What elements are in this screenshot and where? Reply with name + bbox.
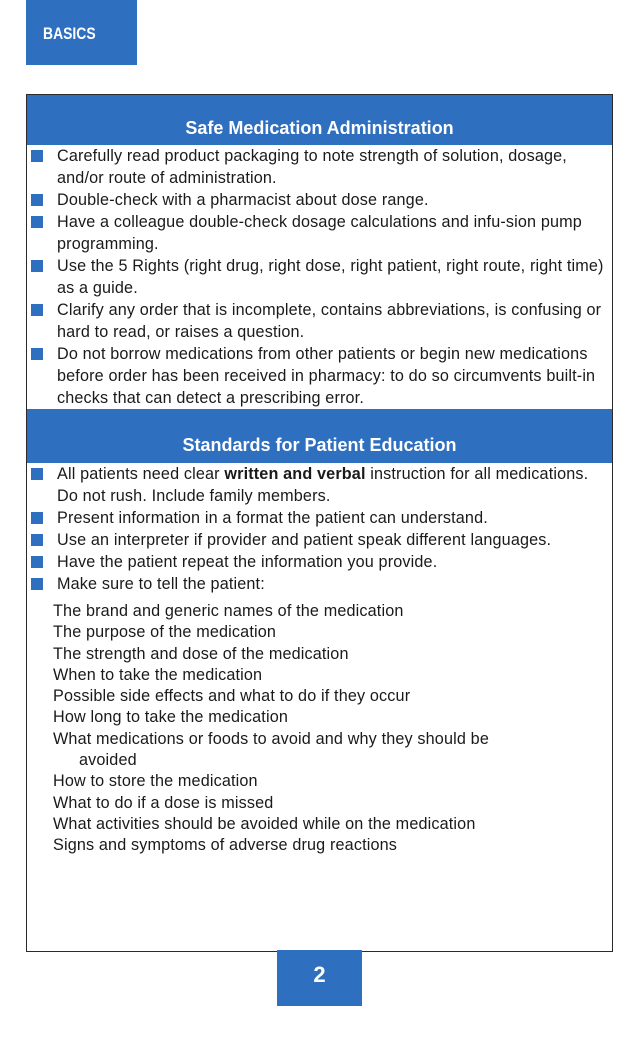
- patient-education-heading: Standards for Patient Education: [27, 409, 612, 463]
- list-item-text: Have the patient repeat the information you provide.: [57, 553, 438, 571]
- list-item-text: Present information in a format the patient can understand.: [57, 509, 488, 527]
- tell-list-item-continuation: avoided: [79, 751, 137, 770]
- list-item: [27, 507, 612, 529]
- tell-list-item: The brand and generic names of the medication: [53, 602, 404, 620]
- tell-list-item-text: What medications or foods to avoid and why they should be: [53, 729, 489, 748]
- square-bullet-icon: [31, 534, 43, 546]
- patient-tell-list: [27, 601, 612, 857]
- square-bullet-icon: [31, 468, 43, 480]
- emphasis-text: written and verbal: [224, 465, 366, 483]
- tell-list-item: Signs and symptoms of adverse drug reactions: [53, 836, 398, 855]
- list-item-text: Use an interpreter if provider and patient speak different languages.: [57, 531, 552, 549]
- list-item: [27, 145, 612, 189]
- square-bullet-icon: [31, 216, 43, 228]
- list-item: [27, 189, 612, 211]
- tell-list-item: What to do if a dose is missed: [53, 793, 274, 812]
- tell-list-item: The strength and dose of the medication: [53, 644, 349, 663]
- tell-list-item: Possible side effects and what to do if they occur: [53, 687, 411, 706]
- section-tab: [26, 0, 137, 65]
- list-item: [27, 529, 612, 551]
- list-item: [27, 463, 612, 507]
- tell-list-item: When to take the medication: [53, 665, 263, 684]
- square-bullet-icon: [31, 194, 43, 206]
- list-item-text: Use the 5 Rights (right drug, right dose, right patient, right route, right time) as a guide.: [57, 257, 604, 297]
- square-bullet-icon: [31, 304, 43, 316]
- section-tab-label: BASICS: [43, 24, 96, 43]
- tell-list-item: What activities should be avoided while on the medication: [53, 814, 476, 833]
- list-item-text: Make sure to tell the patient:: [57, 575, 265, 593]
- page-number: 2: [277, 950, 362, 1006]
- square-bullet-icon: [31, 578, 43, 590]
- list-item-text: Carefully read product packaging to note strength of solution, dosage, and/or route of administration.: [57, 147, 567, 187]
- list-item-text: Do not borrow medications from other patients or begin new medications before order has been received in pharmacy: to do so circumvents built-in checks that can detect a prescribing error.: [57, 345, 596, 407]
- tell-list-item: How to store the medication: [53, 772, 258, 791]
- tell-list-item: The purpose of the medication: [53, 623, 277, 642]
- list-item-text: Double-check with a pharmacist about dose range.: [57, 191, 429, 209]
- square-bullet-icon: [31, 512, 43, 524]
- square-bullet-icon: [31, 348, 43, 360]
- square-bullet-icon: [31, 556, 43, 568]
- list-item-text: Have a colleague double-check dosage calculations and infu-sion pump programming.: [57, 213, 582, 253]
- patient-education-list: [27, 463, 612, 595]
- square-bullet-icon: [31, 150, 43, 162]
- list-item: [27, 299, 612, 343]
- safe-medication-list: [27, 145, 612, 409]
- list-item: [27, 573, 612, 595]
- tell-list-item: How long to take the medication: [53, 708, 289, 727]
- list-item-text: instruction for all medications. Do not rush. Include family members.: [57, 465, 589, 505]
- list-item: [27, 343, 612, 409]
- list-item-text: All patients need clear: [57, 465, 225, 483]
- content-panel: [26, 94, 613, 952]
- square-bullet-icon: [31, 260, 43, 272]
- list-item: [27, 255, 612, 299]
- list-item: [27, 211, 612, 255]
- safe-medication-heading: Safe Medication Administration: [27, 95, 612, 145]
- list-item: [27, 551, 612, 573]
- tell-list-item: [27, 729, 612, 772]
- list-item-text: Clarify any order that is incomplete, contains abbreviations, is confusing or hard to read, or raises a question.: [57, 301, 602, 341]
